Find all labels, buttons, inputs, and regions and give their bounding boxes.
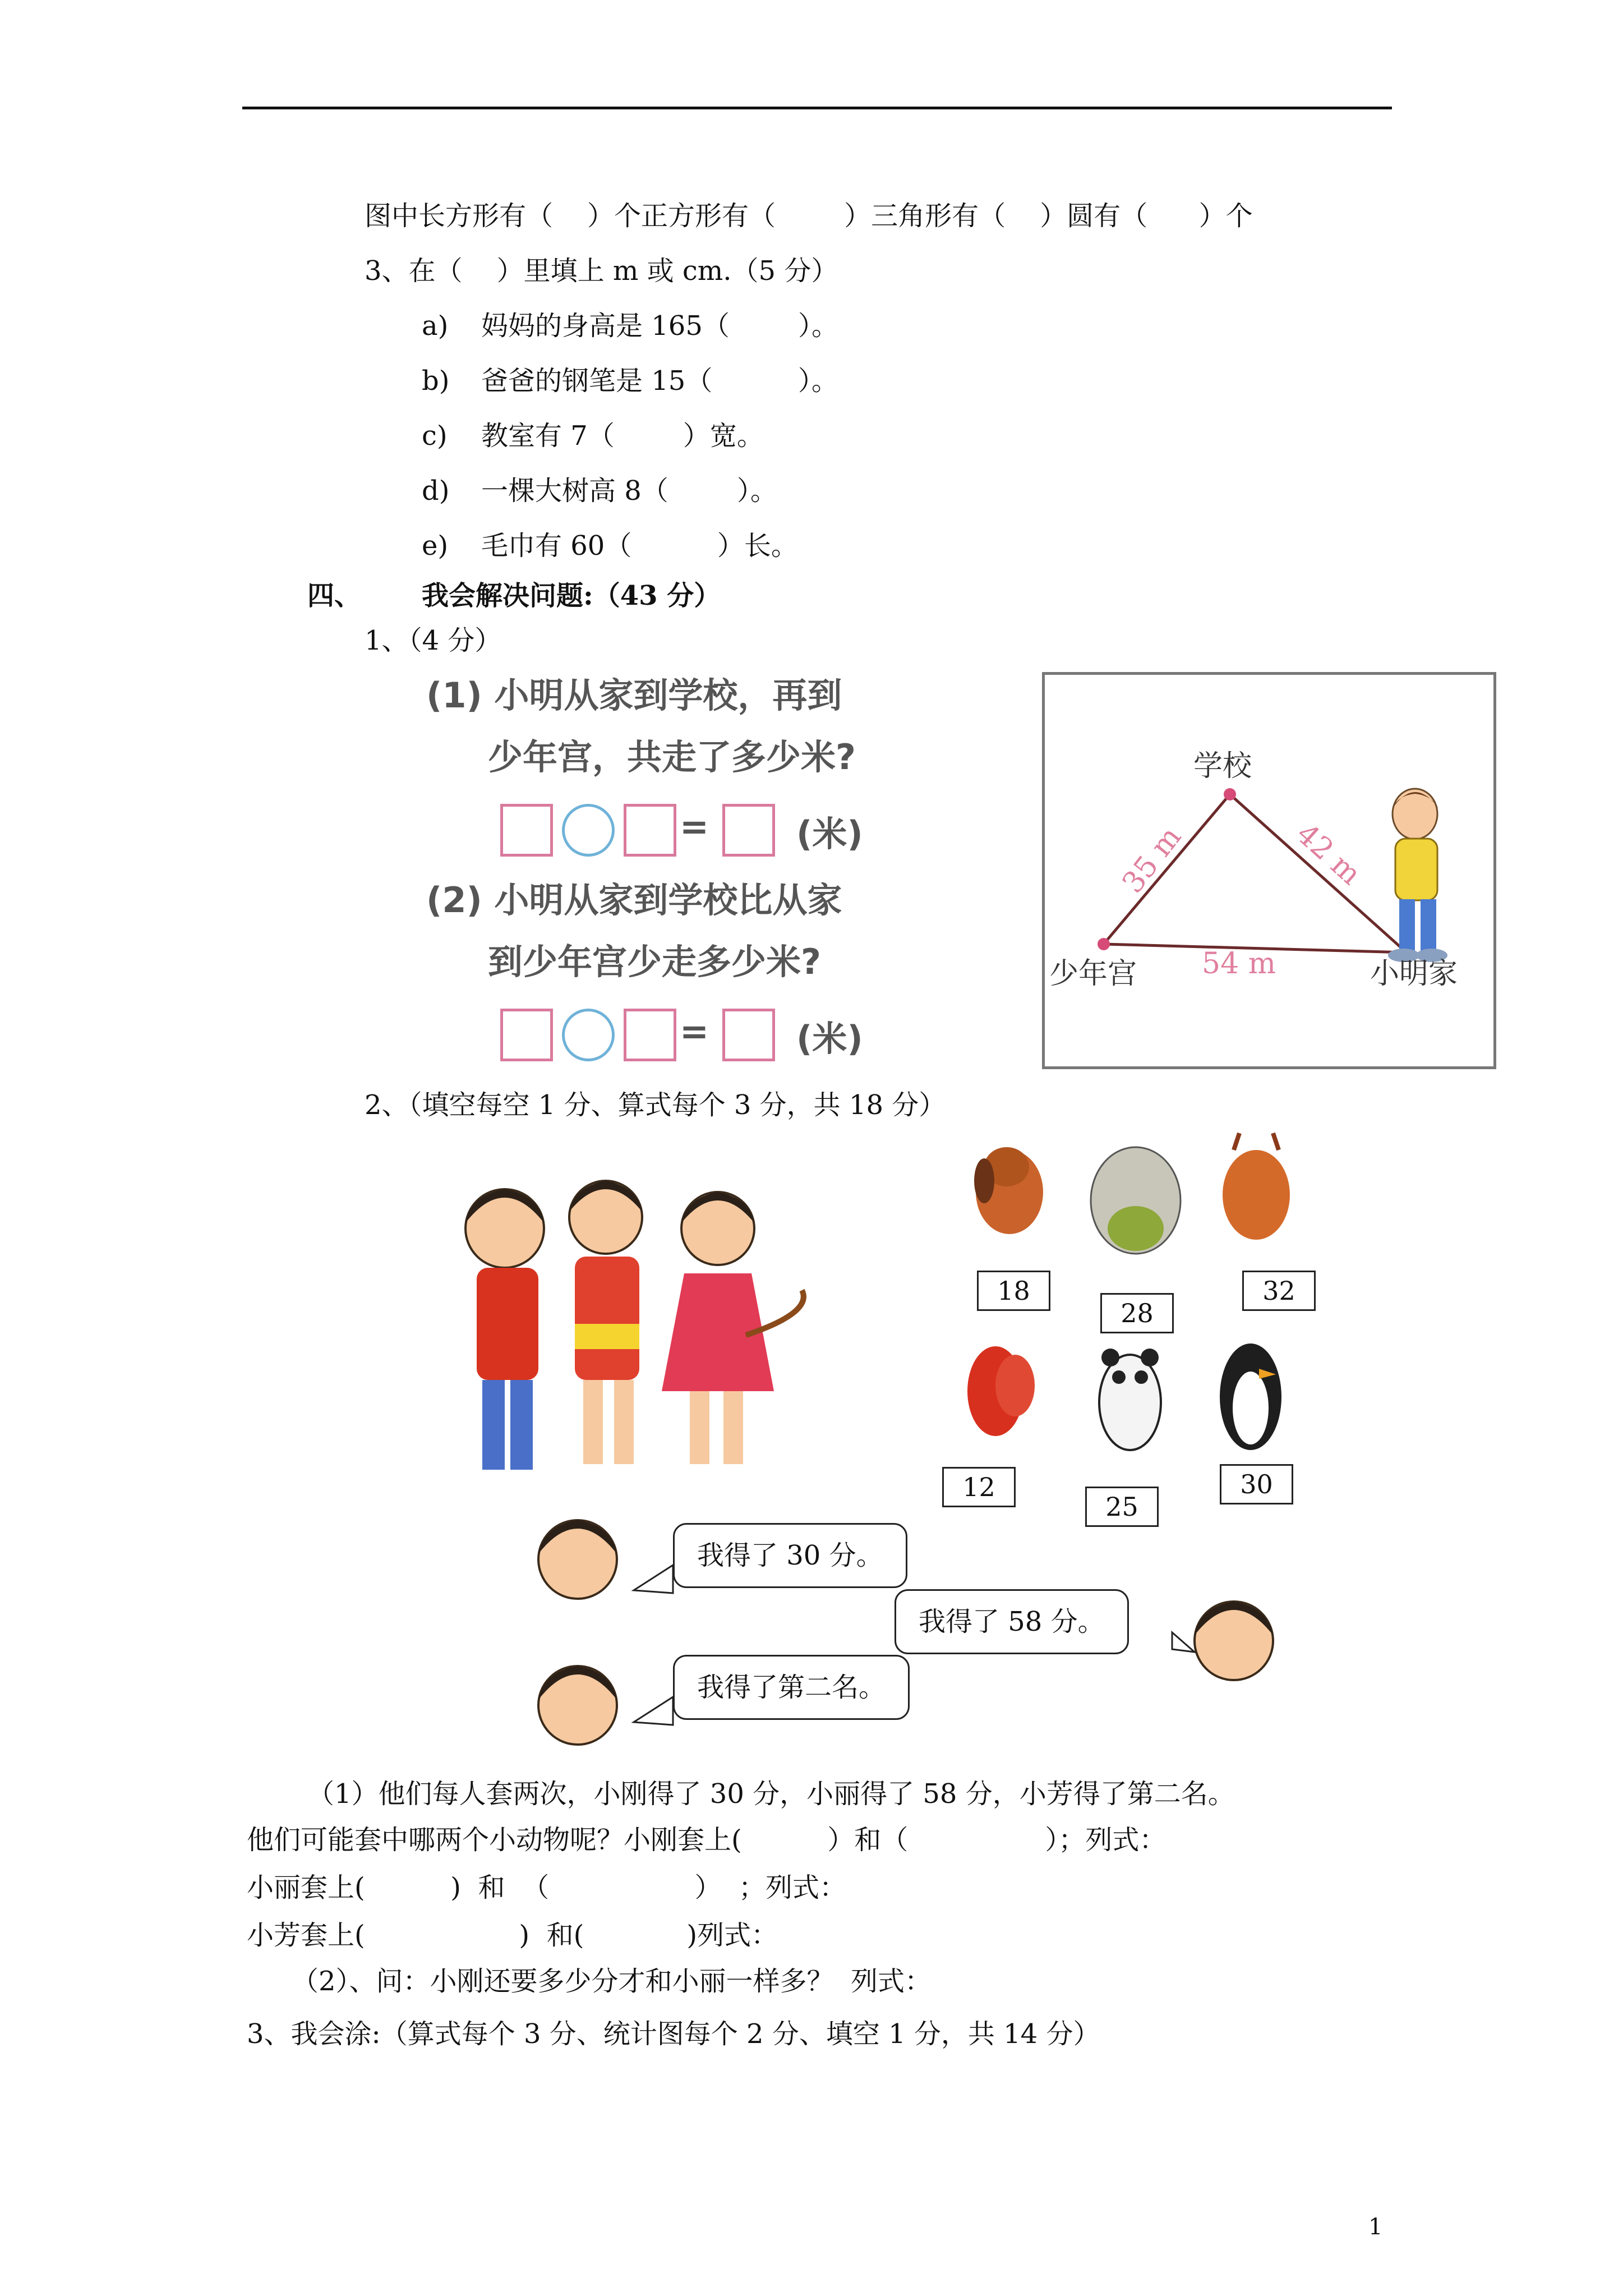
equals-sign: = [680,1011,709,1052]
item-e-text: 毛巾有 60（ ）长。 [481,530,798,562]
problem-2-q1-line2: 他们可能套中哪两个小动物呢？小刚套上( ）和（ ）；列式： [247,1824,1166,1856]
elephant-icon [1091,1147,1181,1254]
page-number: 1 [1368,2214,1383,2240]
item-b-letter: b) [422,365,450,397]
problem-1-q2-line2: 到少年宫少走多少米? [488,941,821,982]
map-label-school: 学校 [1193,749,1252,783]
route-triangle [1045,675,1493,1066]
item-b-text: 爸爸的钢笔是 15（ ）。 [481,365,838,397]
item-a-letter: a) [422,310,449,342]
item-c-letter: c) [422,420,448,452]
item-e-letter: e) [422,530,449,562]
problem-2-q1-line3: 小丽套上( ) 和 （ ） ；列式： [247,1872,846,1903]
distance-label: 42 m [1289,817,1368,892]
map-label-youth-palace: 少年宫 [1049,957,1137,991]
question-3-title: 3、在（ ）里填上 m 或 cm.（5 分） [365,255,838,287]
answer-box[interactable] [624,804,676,857]
problem-2-title: 2、（填空每空 1 分、算式每个 3 分，共 18 分） [365,1089,946,1121]
unit-label: (米) [796,813,863,854]
problem-1-q2-line1: (2) 小明从家到学校比从家 [426,880,842,921]
problem-2-q1-line1: （1）他们每人套两次，小刚得了 30 分，小丽得了 58 分，小芳得了第二名。 [307,1778,1235,1810]
panda-icon [1099,1349,1161,1450]
score-box: 32 [1242,1271,1316,1311]
deer-icon [1223,1133,1290,1240]
problem-2-q1-line4: 小芳套上( ) 和( )列式： [247,1920,778,1951]
dog-icon [974,1147,1043,1234]
header-rule [242,107,1392,109]
boy-walking-figure [1388,789,1447,962]
operator-circle[interactable] [562,1009,615,1061]
children-ring-toss-illustration [454,1156,847,1503]
speech-bubble: 我得了 30 分。 [673,1523,907,1588]
problem-1-q1-line1: (1) 小明从家到学校，再到 [426,675,842,716]
map-label-home: 小明家 [1370,957,1458,991]
item-a-text: 妈妈的身高是 165（ ）。 [481,310,838,342]
equals-sign: = [680,806,709,847]
section-4-number: 四、 [307,580,362,611]
item-d-letter: d) [422,475,450,507]
equation-row-1 [494,799,1054,861]
score-box: 12 [942,1467,1016,1507]
item-d-text: 一棵大树高 8（ ）。 [481,475,777,507]
distance-label: 35 m [1115,820,1188,900]
answer-box[interactable] [722,1009,775,1061]
answer-box[interactable] [722,804,775,857]
unit-label: (米) [796,1018,863,1059]
score-box: 25 [1085,1487,1159,1527]
squirrel-icon [967,1346,1035,1436]
route-map [1042,672,1496,1069]
problem-1-title: 1、（4 分） [365,625,502,656]
problem-1-q1-line2: 少年宫，共走了多少米? [488,737,856,777]
item-c-text: 教室有 7（ ）宽。 [481,420,764,452]
score-box: 18 [977,1271,1050,1311]
distance-label: 54 m [1202,947,1276,981]
score-box: 30 [1220,1464,1293,1504]
answer-box[interactable] [500,1009,553,1061]
score-box: 28 [1100,1293,1174,1333]
problem-3-title: 3、我会涂:（算式每个 3 分、统计图每个 2 分、填空 1 分，共 14 分） [247,2018,1100,2050]
section-4-title: 我会解决问题:（43 分） [422,580,721,611]
problem-2-q2: （2）、问：小刚还要多少分才和小丽一样多？ 列式： [292,1966,932,1997]
answer-box[interactable] [500,804,553,857]
penguin-icon [1220,1343,1281,1450]
equation-row-2 [494,1004,1054,1066]
speech-bubble: 我得了第二名。 [673,1655,910,1720]
shape-count-line: 图中长方形有（ ）个正方形有（ ）三角形有（ ）圆有（ ）个 [365,200,1253,232]
operator-circle[interactable] [562,804,615,857]
speech-bubble: 我得了 58 分。 [895,1589,1129,1654]
answer-box[interactable] [624,1009,676,1061]
